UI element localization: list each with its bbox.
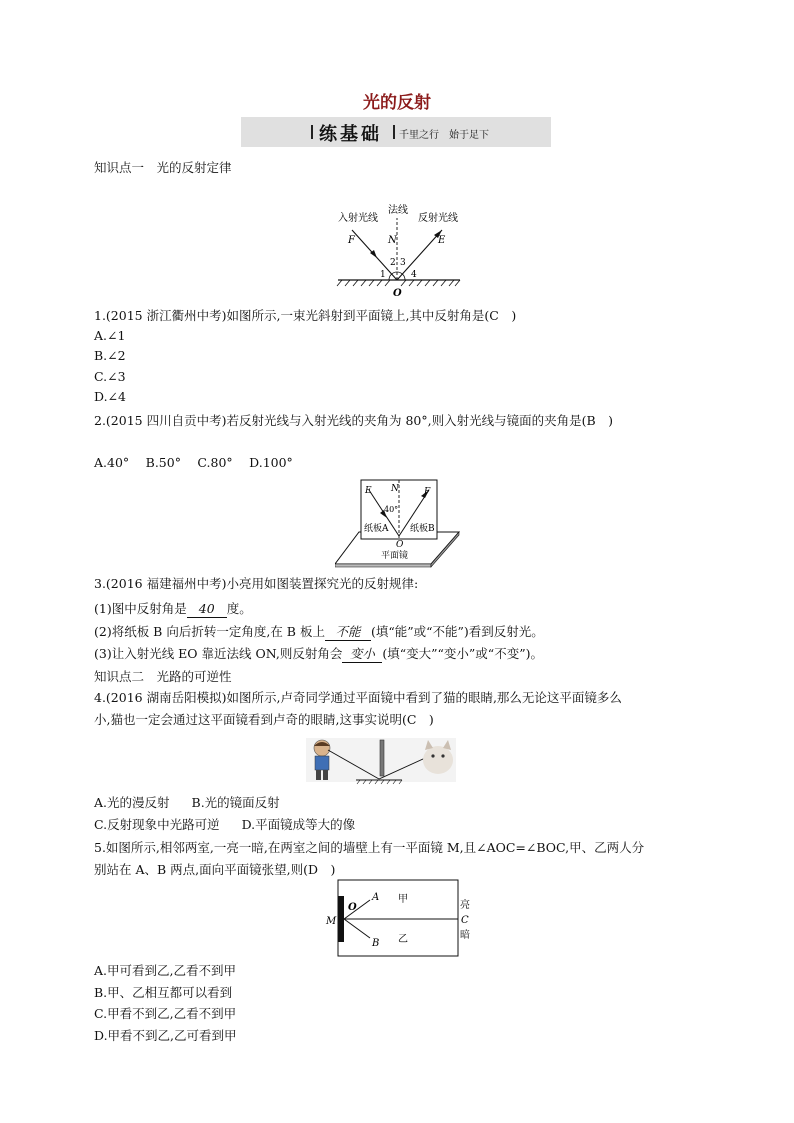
label-O: O (396, 540, 404, 550)
question-1-option-d: D.∠4 (94, 389, 126, 404)
answer-blank-3: 变小 (342, 646, 382, 663)
answer-blank-2: 不能 (325, 624, 371, 641)
label-N: N (388, 235, 397, 246)
paper-board-figure (335, 478, 463, 570)
question-3-part-1: (1)图中反射角是 40 度。 (94, 601, 252, 616)
question-5-option-b: B.甲、乙相互都可以看到 (94, 985, 233, 1000)
banner-main-text: 练基础 (319, 124, 382, 145)
label-yi: 乙 (398, 934, 408, 945)
section-heading-2: 知识点二 光路的可逆性 (94, 669, 232, 684)
label-angle-4: 4 (411, 270, 417, 280)
label-board-b: 纸板B (410, 524, 435, 534)
label-C: C (461, 915, 469, 926)
question-4-option-d: D.平面镜成等大的像 (241, 817, 356, 832)
label-angle-40: 40° (384, 505, 399, 514)
question-4-option-a: A.光的漫反射 (94, 795, 170, 810)
section-banner (241, 117, 551, 147)
label-angle-1: 1 (380, 270, 386, 280)
banner-sub-text: 千里之行 始于足下 (399, 130, 489, 141)
label-mirror: 平面镜 (381, 551, 409, 561)
two-rooms-figure (322, 878, 474, 960)
section-heading-1: 知识点一 光的反射定律 (94, 160, 232, 175)
label-jia: 甲 (398, 894, 408, 905)
question-1-option-c: C.∠3 (94, 369, 126, 384)
question-5-stem-line-2: 别站在 A、B 两点,面向平面镜张望,则(D ) (94, 862, 336, 877)
question-4-stem-line-1: 4.(2016 湖南岳阳模拟)如图所示,卢奇同学通过平面镜中看到了猫的眼睛,那么无论这平面镜多么 (94, 690, 622, 705)
label-F: F (348, 235, 355, 246)
mirror (380, 740, 384, 776)
question-1-stem: 1.(2015 浙江衢州中考)如图所示,一束光斜射到平面镜上,其中反射角是(C ) (94, 308, 517, 323)
label-reflected-ray: 反射光线 (418, 213, 458, 224)
question-1-option-a: A.∠1 (94, 328, 126, 343)
question-3-part-3: (3)让入射光线 EO 靠近法线 ON,则反射角会 变小 (填“变大”“变小”或“不变”)。 (94, 646, 543, 661)
question-5-stem-line-1: 5.如图所示,相邻两室,一亮一暗,在两室之间的墙壁上有一平面镜 M,且∠AOC=∠BOC,甲、乙两人分 (94, 840, 645, 855)
question-5-option-d: D.甲看不到乙,乙可看到甲 (94, 1028, 237, 1043)
label-B: B (372, 938, 380, 949)
reflection-law-figure (330, 200, 470, 300)
question-1-option-b: B.∠2 (94, 348, 126, 363)
question-4-option-c: C.反射现象中光路可逆 (94, 817, 220, 832)
label-board-a: 纸板A (364, 524, 389, 534)
label-N: N (391, 484, 399, 494)
plane-mirror (338, 896, 344, 942)
boy-cat-mirror-figure (306, 738, 456, 786)
question-5-option-a: A.甲可看到乙,乙看不到甲 (94, 963, 236, 978)
label-F: F (424, 487, 431, 497)
question-4-stem-line-2: 小,猫也一定会通过这平面镜看到卢奇的眼睛,这事实说明(C ) (94, 712, 434, 727)
label-incident-ray: 入射光线 (338, 213, 378, 224)
answer-blank-1: 40 (187, 601, 227, 618)
label-M: M (326, 916, 337, 927)
label-bright: 亮 (460, 900, 470, 911)
question-5-option-c: C.甲看不到乙,乙看不到甲 (94, 1006, 237, 1021)
label-A: A (372, 892, 380, 903)
question-4-options-row-2 (94, 817, 355, 833)
label-O: O (393, 288, 402, 299)
banner-divider-left (311, 125, 313, 139)
page-title: 光的反射 (363, 93, 431, 113)
banner-divider-right (393, 125, 395, 139)
label-E: E (438, 235, 446, 246)
question-4-option-b: B.光的镜面反射 (191, 795, 280, 810)
question-3-stem: 3.(2016 福建福州中考)小亮用如图装置探究光的反射规律: (94, 576, 419, 591)
label-O: O (348, 902, 357, 913)
label-angle-2: 2 (390, 258, 396, 268)
question-2-options: A.40° B.50° C.80° D.100° (94, 455, 293, 470)
label-angle-3: 3 (400, 258, 406, 268)
question-3-part-2: (2)将纸板 B 向后折转一定角度,在 B 板上 不能 (填“能”或“不能”)看到反射光。 (94, 624, 544, 639)
question-2-stem: 2.(2015 四川自贡中考)若反射光线与入射光线的夹角为 80°,则入射光线与镜面的夹角是(B ) (94, 413, 614, 428)
label-dark: 暗 (460, 930, 470, 941)
label-normal: 法线 (388, 205, 408, 216)
question-4-options-row-1 (94, 795, 280, 811)
label-E: E (365, 486, 372, 496)
